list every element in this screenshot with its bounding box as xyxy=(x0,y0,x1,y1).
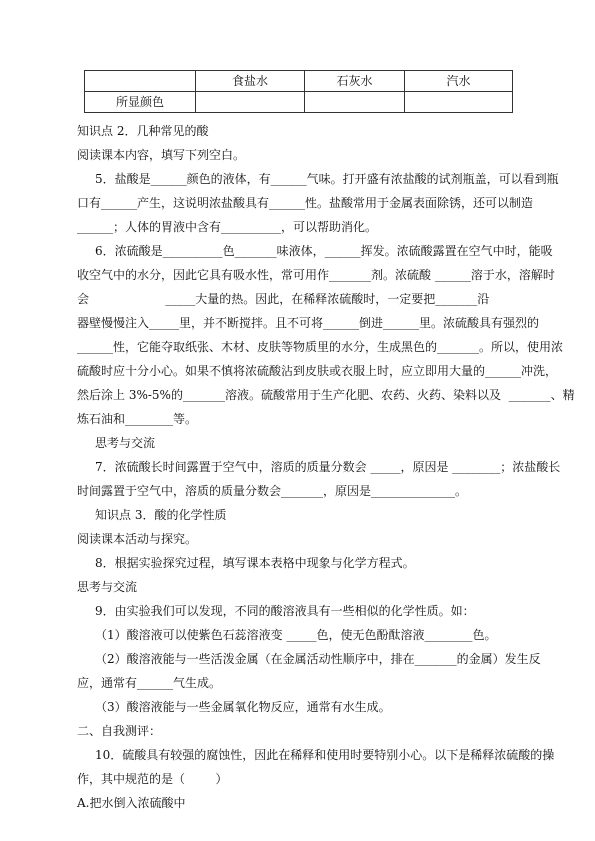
section-heading: 知识点 2．几种常见的酸 xyxy=(77,124,209,138)
question-6-line-6: 硫酸时应十分小心。如果不慎将浓硫酸沾到皮肤或衣服上时，应立即用大量的______冲洗， xyxy=(77,364,558,378)
question-9-line-1: 9．由实验我们可以发现，不同的酸溶液具有一些相似的化学性质。如： xyxy=(95,604,475,618)
question-6-line-8: 炼石油和________等。 xyxy=(77,412,198,426)
table-cell xyxy=(405,92,513,113)
answer-option-a: A.把水倒入浓硫酸中 xyxy=(77,796,186,810)
table-header-cell: 汽水 xyxy=(405,71,513,92)
question-6-line-4: 器壁慢慢注入_____里，并不断搅拌。且不可将______倒进______里。浓硫酸具有强烈的 xyxy=(77,316,540,330)
question-10-line-1: 10．硫酸具有较强的腐蚀性，因此在稀释和使用时要特别小心。以下是稀释浓硫酸的操 xyxy=(95,748,555,762)
section-heading: 思考与交流 xyxy=(77,580,138,594)
question-7-line-1: 7．浓硫酸长时间露置于空气中，溶质的质量分数会 _____，原因是 ________；浓盐酸长 xyxy=(95,460,561,474)
question-7-line-2: 时间露置于空气中，溶质的质量分数会_______，原因是______________。 xyxy=(77,484,468,498)
question-9-item-2: （2）酸溶液能与一些活泼金属（在金属活动性顺序中，排在_______的金属）发生反 xyxy=(95,652,541,666)
question-5-line-1: 5．盐酸是______颜色的液体，有______气味。打开盛有浓盐酸的试剂瓶盖，可以看到瓶 xyxy=(95,172,559,186)
table-row xyxy=(85,92,513,113)
question-6-line-3: 会 _____大量的热。因此，在稀释浓硫酸时，一定要把_______沿 xyxy=(77,292,490,306)
question-8: 8．根据实验探究过程，填写课本表格中现象与化学方程式。 xyxy=(95,556,415,570)
instruction-text: 阅读课本内容，填写下列空白。 xyxy=(77,148,246,162)
question-5-line-2: 口有______产生，这说明浓盐酸具有______性。盐酸常用于金属表面除锈，还可以制造 xyxy=(77,196,534,210)
question-6-line-7: 然后涂上 3%-5%的_______溶液。硫酸常用于生产化肥、农药、火药、染料以及 _______、精 xyxy=(77,388,575,402)
table-header-cell xyxy=(85,71,196,92)
section-heading: 二、自我测评： xyxy=(77,724,162,738)
question-6-line-5: ______性，它能夺取纸张、木材、皮肤等物质里的水分，生成黑色的_______。所以，使用浓 xyxy=(77,340,564,354)
question-6-line-1: 6．浓硫酸是__________色_______味液体，______挥发。浓硫酸露置在空气中时，能吸 xyxy=(95,244,553,258)
question-6-line-2: 收空气中的水分，因此它具有吸水性，常可用作_______剂。浓硫酸 ______溶于水，溶解时 xyxy=(77,268,555,282)
table-header-cell: 石灰水 xyxy=(305,71,405,92)
question-10-line-2: 作，其中规范的是（ ） xyxy=(77,772,228,786)
question-5-line-3: ______；人体的胃液中含有__________，可以帮助消化。 xyxy=(77,220,378,234)
question-9-item-2-cont: 应，通常有______气生成。 xyxy=(77,676,222,690)
question-9-item-1: （1）酸溶液可以使紫色石蕊溶液变 _____色，使无色酚酞溶液________色。 xyxy=(95,628,497,642)
table-cell xyxy=(196,92,305,113)
table-row-label: 所显颜色 xyxy=(85,92,196,113)
instruction-text: 阅读课本活动与探究。 xyxy=(77,532,198,546)
section-heading: 思考与交流 xyxy=(95,436,156,450)
table-header-cell: 食盐水 xyxy=(196,71,305,92)
table-header-row xyxy=(85,71,513,92)
section-heading: 知识点 3．酸的化学性质 xyxy=(95,508,227,522)
observation-table xyxy=(84,70,513,113)
table-cell xyxy=(305,92,405,113)
question-9-item-3: （3）酸溶液能与一些金属氧化物反应，通常有水生成。 xyxy=(95,700,391,714)
